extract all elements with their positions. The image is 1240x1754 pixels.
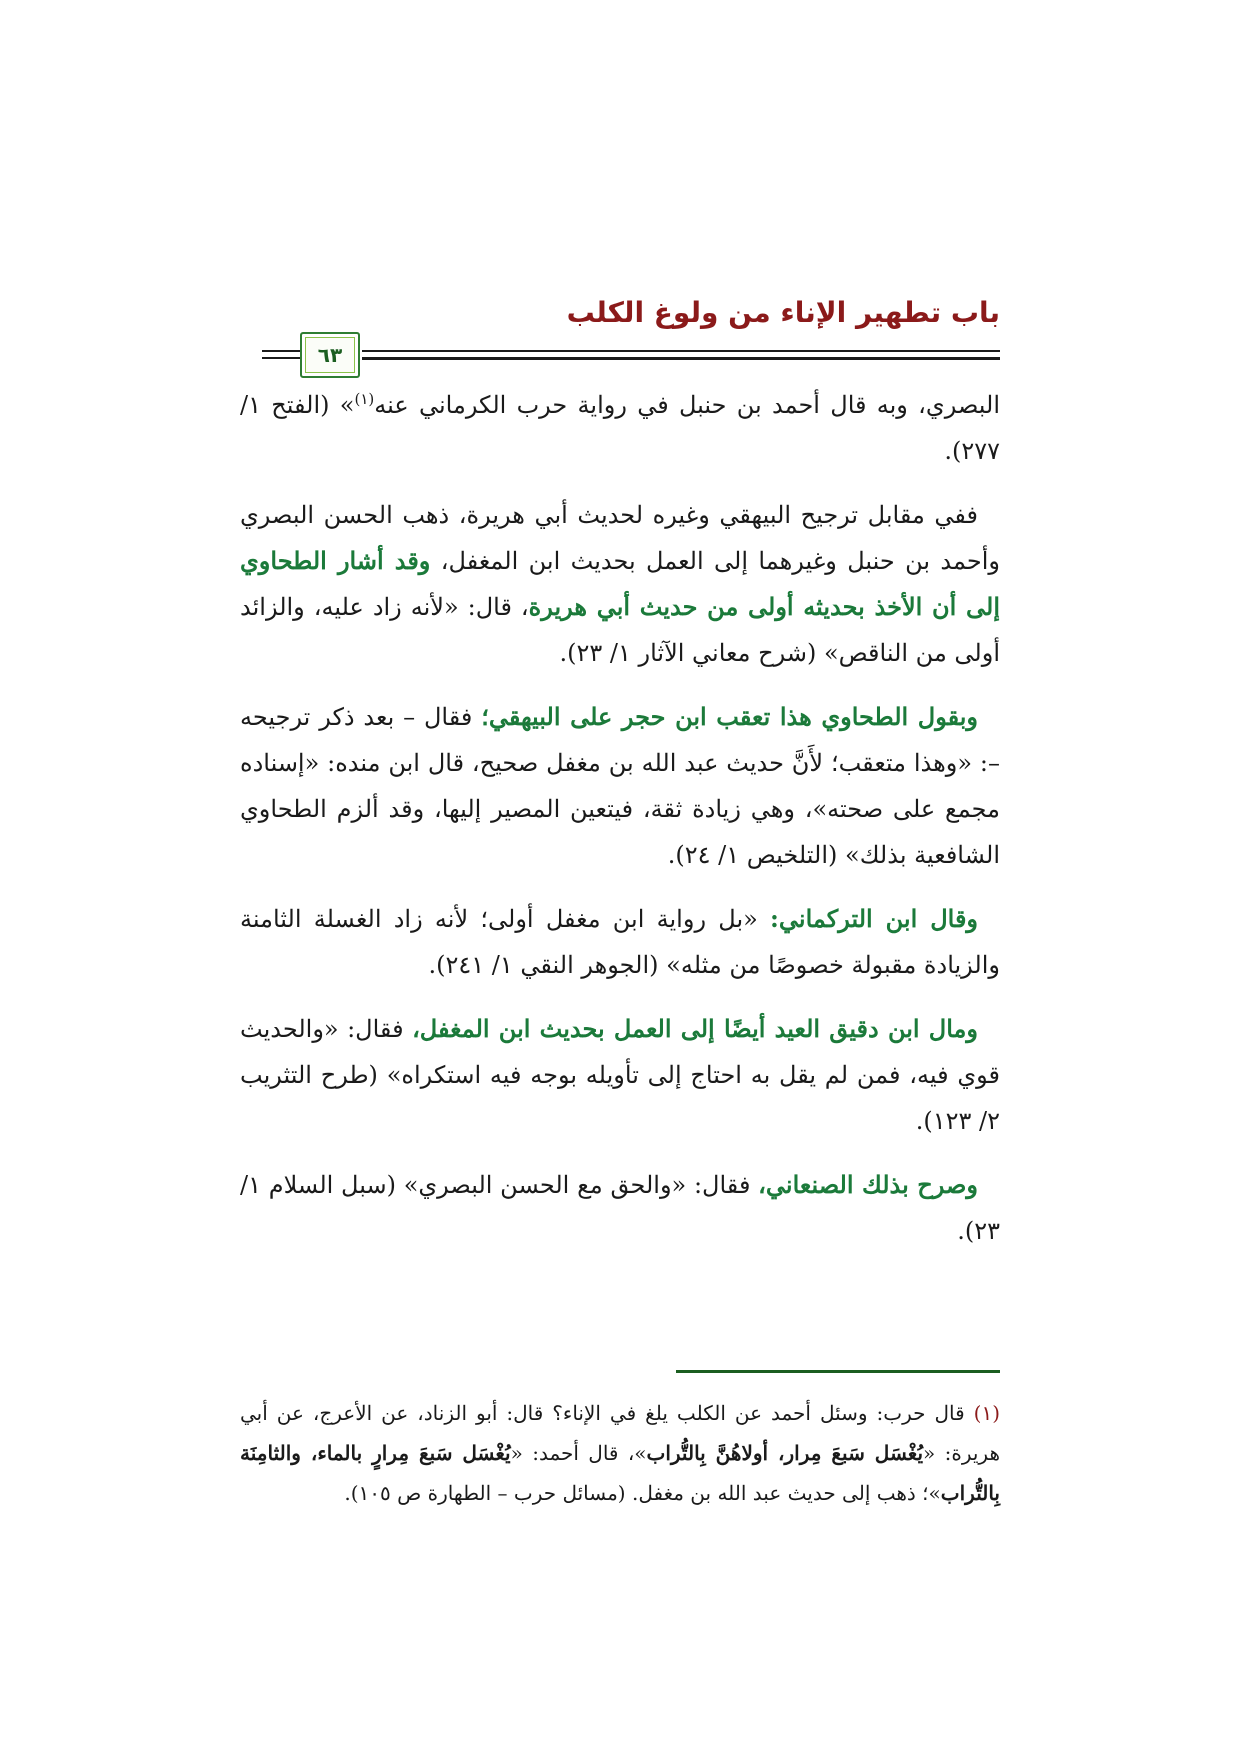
- footnote-text: »؛ ذهب إلى حديث عبد الله بن مغفل. (مسائل حرب – الطهارة ص ١٠٥).: [344, 1481, 941, 1505]
- main-text: [240, 382, 1000, 1254]
- paragraph-text: البصري، وبه قال أحمد بن حنبل في رواية حرب الكرماني عنه: [374, 391, 1000, 419]
- paragraph-text: «بل رواية ابن مغفل أولى؛ لأنه زاد الغسلة الثامنة والزيادة مقبولة خصوصًا من مثله» (الجوهر النقي ١/ ٢٤١).: [240, 905, 1000, 979]
- paragraph: [240, 694, 1000, 878]
- footnote: [240, 1393, 1000, 1513]
- paragraph: [240, 896, 1000, 988]
- paragraph: [240, 1006, 1000, 1144]
- paragraph-text: فقال: «والحديث قوي فيه، فمن لم يقل به احتاج إلى تأويله بوجه فيه استكراه» (طرح التثريب ٢/ ١٢٣).: [240, 1015, 1000, 1135]
- highlighted-text: ومال ابن دقيق العيد أيضًا إلى العمل بحديث ابن المغفل،: [412, 1014, 978, 1043]
- highlighted-text: وقد أشار الطحاوي إلى أن الأخذ بحديثه أولى من حديث أبي هريرة: [240, 546, 1000, 621]
- footnote-text: قال حرب: وسئل أحمد عن الكلب يلغ في الإناء؟ قال: أبو الزناد، عن الأعرج، عن أبي هريرة: «: [240, 1401, 1001, 1465]
- footnote-separator: [676, 1370, 1000, 1373]
- paragraph-text: ، قال: «لأنه زاد عليه، والزائد أولى من الناقص» (شرح معاني الآثار ١/ ٢٣).: [240, 593, 1000, 667]
- footnotes: [240, 1393, 1000, 1513]
- header-rule: [362, 350, 1000, 352]
- footnote-number: (١): [973, 1401, 1000, 1425]
- chapter-title: باب تطهير الإناء من ولوغ الكلب: [566, 296, 1000, 329]
- footnote-bold-text: يُغْسَل سَبعَ مِرارٍ بالماء، والثامِنَة بِالتُّراب: [240, 1441, 1000, 1505]
- page-number-frame: [300, 332, 360, 378]
- footnote-reference[interactable]: (١): [354, 390, 375, 408]
- footnote-bold-text: يُغْسَل سَبعَ مِرار، أولاهُنَّ بِالتُّراب: [646, 1441, 924, 1465]
- paragraph: [240, 382, 1000, 474]
- highlighted-text: وصرح بذلك الصنعاني،: [758, 1170, 978, 1199]
- paragraph: [240, 1162, 1000, 1254]
- highlighted-text: وقال ابن التركماني:: [770, 904, 979, 933]
- page-number: ٦٣: [317, 343, 343, 367]
- header-rule: [362, 357, 1000, 360]
- paragraph-text: ففي مقابل ترجيح البيهقي وغيره لحديث أبي هريرة، ذهب الحسن البصري وأحمد بن حنبل وغيرهما إلى العمل بحديث ابن المغفل،: [240, 501, 1000, 575]
- footnote-text: »، قال أحمد: «: [510, 1441, 647, 1465]
- highlighted-text: وبقول الطحاوي هذا تعقب ابن حجر على البيهقي؛: [481, 702, 978, 731]
- paragraph: [240, 492, 1000, 676]
- paragraph-text: فقال: «والحق مع الحسن البصري» (سبل السلام ١/ ٢٣).: [240, 1171, 1000, 1245]
- paragraph-text: فقال – بعد ذكر ترجيحه –: «وهذا متعقب؛ لأَنَّ حديث عبد الله بن مغفل صحيح، قال ابن منده: «إسناده مجمع على صحته»، وهي زيادة ثقة، فيتعين المصير إليها، وقد ألزم الطحاوي الشافعية بذلك» (التلخيص ١/ ٢٤).: [240, 703, 1001, 869]
- paragraph-text: » (الفتح ١/ ٢٧٧).: [240, 391, 1000, 465]
